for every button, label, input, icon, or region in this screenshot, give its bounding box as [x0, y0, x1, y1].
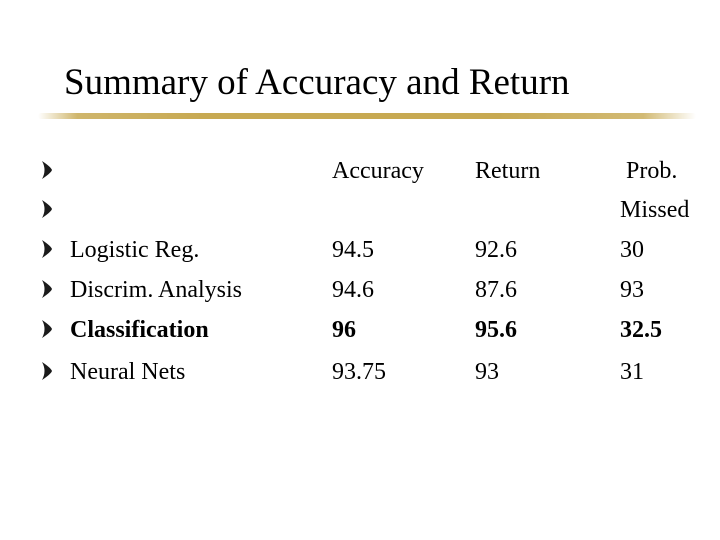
- title-underline-rule: [38, 113, 696, 119]
- method-label: Classification: [70, 317, 209, 343]
- table-row: [0, 352, 720, 392]
- slide-title: Summary of Accuracy and Return: [64, 62, 570, 103]
- header-prob-line2: Missed: [620, 197, 690, 223]
- header-row-2: [0, 190, 720, 230]
- header-prob-line1: Prob.: [620, 158, 678, 184]
- method-label: Discrim. Analysis: [70, 277, 242, 303]
- accuracy-value: 94.6: [332, 277, 374, 303]
- table-row: [0, 270, 720, 310]
- wedge-bullet-icon: [42, 161, 52, 179]
- return-value: 95.6: [475, 317, 517, 343]
- accuracy-value: 93.75: [332, 359, 386, 385]
- wedge-bullet-icon: [42, 320, 52, 338]
- header-row-1: [0, 151, 720, 191]
- return-value: 93: [475, 359, 499, 385]
- prob-missed-value: 30: [620, 237, 644, 263]
- wedge-bullet-icon: [42, 280, 52, 298]
- prob-missed-value: 31: [620, 359, 644, 385]
- wedge-bullet-icon: [42, 200, 52, 218]
- prob-missed-value: 32.5: [620, 317, 662, 343]
- accuracy-value: 96: [332, 317, 356, 343]
- prob-missed-value: 93: [620, 277, 644, 303]
- return-value: 87.6: [475, 277, 517, 303]
- header-return: Return: [475, 158, 541, 184]
- table-row: [0, 230, 720, 270]
- return-value: 92.6: [475, 237, 517, 263]
- method-label: Neural Nets: [70, 359, 186, 385]
- accuracy-value: 94.5: [332, 237, 374, 263]
- header-accuracy: Accuracy: [332, 158, 424, 184]
- method-label: Logistic Reg.: [70, 237, 200, 263]
- wedge-bullet-icon: [42, 240, 52, 258]
- wedge-bullet-icon: [42, 362, 52, 380]
- table-row-highlighted: [0, 310, 720, 350]
